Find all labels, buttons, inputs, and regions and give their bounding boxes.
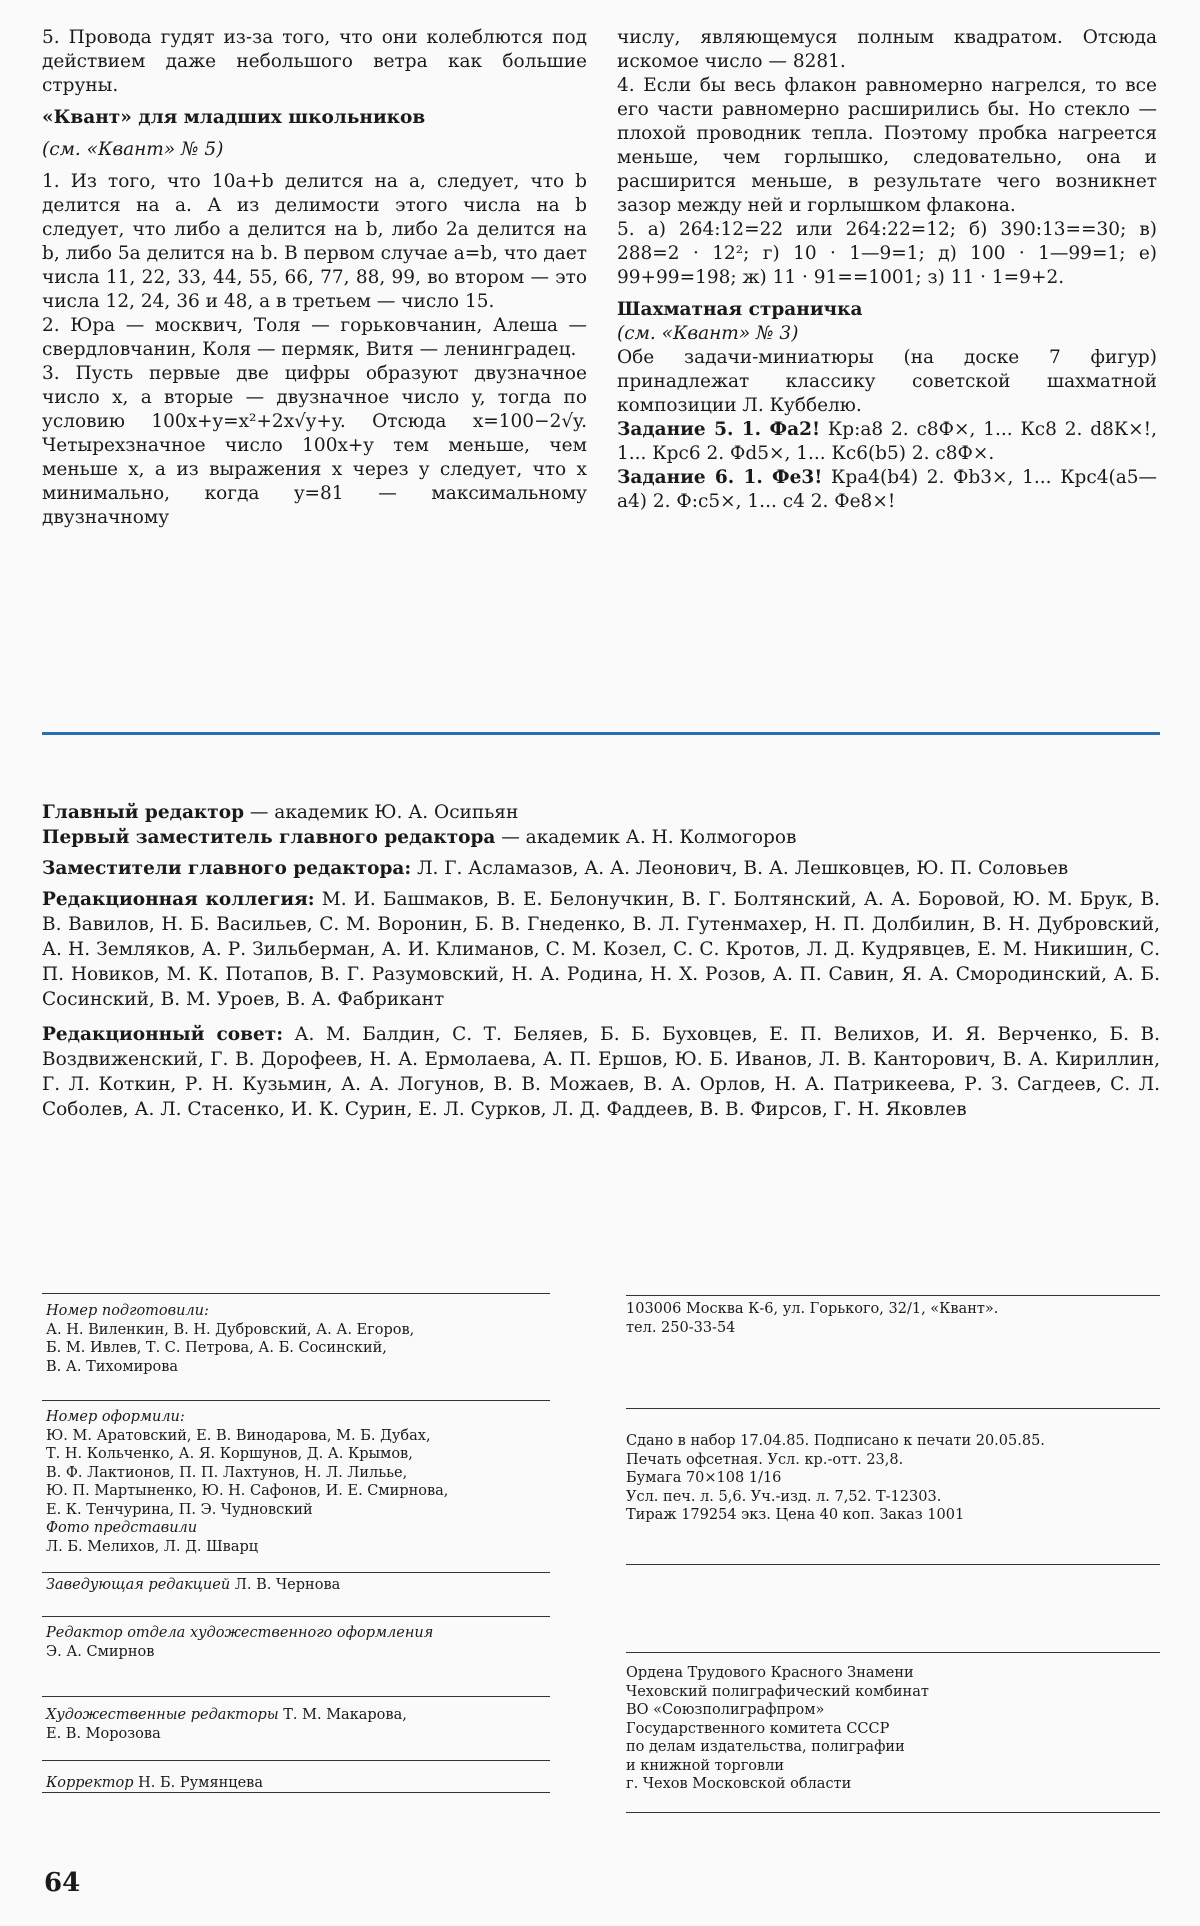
proofreader-label: Корректор <box>46 1775 134 1791</box>
art-editors-name: Е. В. Морозова <box>46 1725 161 1742</box>
chief-editor-name: — академик Ю. А. Осипьян <box>244 802 519 823</box>
art-editors-label: Художественные редакторы <box>46 1707 279 1723</box>
credits-rule <box>42 1616 550 1617</box>
chess-task-6-text: Кра4(b4) 2. Фb3×, 1... Крс4(а5—а4) 2. Ф:с5×, 1... с4 2. Фе8×! <box>617 467 1157 512</box>
deputies-names: Л. Г. Асламазов, А. А. Леонович, В. А. Лешковцев, Ю. П. Соловьев <box>411 858 1069 879</box>
deputies <box>42 856 1160 881</box>
editorial-council-label: Редакционный совет: <box>42 1024 284 1045</box>
address-line: 103006 Москва К-6, ул. Горького, 32/1, «Квант». <box>626 1301 999 1317</box>
printer-line: г. Чехов Московской области <box>626 1776 852 1792</box>
phone-line: тел. 250-33-54 <box>626 1319 736 1336</box>
art-editors <box>46 1706 546 1743</box>
print-detail-line: Сдано в набор 17.04.85. Подписано к печати 20.05.85. <box>626 1433 1045 1449</box>
answer-5-arithmetic: 5. а) 264:12=22 или 264:22=12; б) 390:13==30; в) 288=2 · 12²; г) 10 · 1—9=1; д) 100 · 1—99=1; е) 99+99=198; ж) 11 · 91==1001; з) 11 · 1=9+2. <box>617 219 1157 288</box>
first-deputy-label: Первый заместитель главного редактора <box>42 827 496 848</box>
chess-task-5-text: Кр:а8 2. с8Ф×, 1... Кс8 2. d8К×!, 1... Крс6 2. Фd5×, 1... Кс6(b5) 2. с8Ф×. <box>617 419 1157 464</box>
chief-editor <box>42 800 1160 825</box>
designed-by-line: Т. Н. Кольченко, А. Я. Коршунов, Д. А. Крымов, <box>46 1446 413 1462</box>
answer-1-paragraph: 1. Из того, что 10a+b делится на a, следует, что b делится на a. А из делимости этого числа на b следует, что либо a делится на b, либо 2a делится на b, либо 5a делится на b. В первом случае a=b, что дает числа 11, 22, 33, 44, 55, 66, 77, 88, 99, во втором — это числа 12, 24, 36 и 48, а в третьем — число 15. <box>42 171 587 312</box>
prepared-by <box>46 1302 546 1376</box>
right-column <box>617 26 1157 514</box>
imprint-rule <box>626 1295 1160 1296</box>
imprint-rule <box>626 1652 1160 1653</box>
editorial-council-names: А. М. Балдин, С. Т. Беляев, Б. Б. Буховцев, Е. П. Велихов, И. Я. Верченко, Б. В. Воздвиженский, Г. В. Дорофеев, Н. А. Ермолаева, А. П. Ершов, Ю. Б. Иванов, Л. В. Канторович, В. А. Кириллин, Г. Л. Коткин, Р. Н. Кузьмин, А. А. Логунов, В. В. Можаев, В. А. Орлов, Н. А. Патрикеева, Р. З. Сагдеев, С. Л. Соболев, А. Л. Стасенко, И. К. Сурин, Е. Л. Сурков, Л. Д. Фаддеев, В. В. Фирсов, Г. Н. Яковлев <box>42 1024 1160 1120</box>
chess-task-6-label: Задание 6. 1. Фе3! <box>617 467 823 488</box>
answer-4-paragraph: 4. Если бы весь флакон равномерно нагрелся, то все его части равномерно расширились бы. Но стекло — плохой проводник тепла. Поэтому пробка нагреется меньше, чем горлышко, следовательно, она и расширится меньше, в результате чего возникнет зазор между ней и горлышком флакона. <box>617 75 1157 216</box>
credits-rule <box>42 1293 550 1294</box>
proofreader-name: Н. Б. Румянцева <box>133 1775 263 1791</box>
editorial-board <box>42 800 1160 1128</box>
printer-line: ВО «Союзполиграфпром» <box>626 1702 825 1718</box>
prepared-by-line: Б. М. Ивлев, Т. С. Петрова, А. Б. Сосинский, <box>46 1340 387 1356</box>
chess-page-reference: (см. «Квант» № 3) <box>617 323 799 344</box>
printer-line: Ордена Трудового Красного Знамени <box>626 1665 914 1681</box>
printer-line: Чеховский полиграфический комбинат <box>626 1683 929 1700</box>
answer-3-continuation: числу, являющемуся полным квадратом. Отсюда искомое число — 8281. <box>617 27 1157 72</box>
editorial-collegium-label: Редакционная коллегия: <box>42 889 315 910</box>
prepared-by-label: Номер подготовили: <box>46 1303 209 1319</box>
editorial-collegium <box>42 887 1160 1012</box>
answer-2-paragraph: 2. Юра — москвич, Толя — горьковчанин, Алеша — свердловчанин, Коля — пермяк, Витя — ленинградец. <box>42 315 587 360</box>
chess-page-heading: Шахматная страничка <box>617 299 863 320</box>
head-of-office <box>46 1576 546 1595</box>
print-detail-line: Печать офсетная. Усл. кр.-отт. 23,8. <box>626 1451 904 1468</box>
kvant-juniors-reference: (см. «Квант» № 5) <box>42 139 224 160</box>
print-detail-line: Тираж 179254 экз. Цена 40 коп. Заказ 1001 <box>626 1507 965 1523</box>
credits-rule <box>42 1760 550 1761</box>
editorial-collegium-names: М. И. Башмаков, В. Е. Белонучкин, В. Г. Болтянский, А. А. Боровой, Ю. М. Брук, В. В. Вавилов, Н. Б. Васильев, С. М. Воронин, Б. В. Гнеденко, В. Л. Гутенмахер, Н. П. Долбилин, В. Н. Дубровский, А. Н. Земляков, А. Р. Зильберман, А. И. Климанов, С. М. Козел, С. С. Кротов, Л. Д. Кудрявцев, Е. М. Никишин, С. П. Новиков, М. К. Потапов, В. Г. Разумовский, Н. А. Родина, Н. Х. Розов, А. П. Савин, Я. А. Смородинский, А. Б. Сосинский, В. М. Уроев, В. А. Фабрикант <box>42 889 1160 1010</box>
editorial-address <box>626 1300 1160 1337</box>
credits-rule <box>42 1572 550 1573</box>
printer-line: и книжной торговли <box>626 1757 785 1774</box>
designed-by-line: Е. К. Тенчурина, П. Э. Чудновский <box>46 1501 313 1518</box>
first-deputy <box>42 825 1160 850</box>
kvant-juniors-heading: «Квант» для младших школьников <box>42 107 426 128</box>
chess-intro: Обе задачи-миниатюры (на доске 7 фигур) принадлежат классику советской шахматной композиции Л. Куббелю. <box>617 347 1157 416</box>
print-detail-line: Бумага 70×108 1/16 <box>626 1470 782 1486</box>
chess-task-6 <box>617 466 1157 514</box>
chief-editor-label: Главный редактор <box>42 802 245 823</box>
section-divider <box>42 732 1160 735</box>
designed-by-label: Номер оформили: <box>46 1409 185 1425</box>
designed-by-line: Ю. М. Аратовский, Е. В. Винодарова, М. Б. Дубах, <box>46 1427 431 1444</box>
left-column <box>42 26 587 530</box>
chess-task-5-label: Задание 5. 1. Фа2! <box>617 419 821 440</box>
art-editors-name: Т. М. Макарова, <box>278 1707 407 1723</box>
photo-names: Л. Б. Мелихов, Л. Д. Шварц <box>46 1538 259 1555</box>
print-detail-line: Усл. печ. л. 5,6. Уч.-изд. л. 7,52. Т-12303. <box>626 1488 942 1505</box>
proofreader <box>46 1774 546 1793</box>
designed-by <box>46 1408 546 1556</box>
head-of-office-name: Л. В. Чернова <box>230 1577 341 1593</box>
head-of-office-label: Заведующая редакцией <box>46 1577 231 1593</box>
page-number: 64 <box>44 1868 81 1898</box>
imprint-rule <box>626 1564 1160 1565</box>
answer-5-wires: 5. Провода гудят из-за того, что они колеблются под действием даже небольшого ветра как большие струны. <box>42 27 587 96</box>
printer-line: по делам издательства, полиграфии <box>626 1739 905 1755</box>
credits-rule <box>42 1400 550 1401</box>
credits-rule <box>42 1696 550 1697</box>
designed-by-line: В. Ф. Лактионов, П. П. Лахтунов, Н. Л. Лильье, <box>46 1464 408 1481</box>
imprint-rule <box>626 1408 1160 1409</box>
imprint-rule <box>626 1812 1160 1813</box>
answer-3-paragraph: 3. Пусть первые две цифры образуют двузначное число x, а вторые — двузначное число y, тогда по условию 100x+y=x²+2x√y+y. Отсюда x=100−2√y. Четырехзначное число 100x+y тем меньше, чем меньше x, а из выражения x через y следует, что x минимально, когда y=81 — максимальному двузначному <box>42 363 587 528</box>
print-details <box>626 1432 1160 1525</box>
first-deputy-name: — академик А. Н. Колмогоров <box>495 827 797 848</box>
prepared-by-line: В. А. Тихомирова <box>46 1358 179 1375</box>
printer-line: Государственного комитета СССР <box>626 1720 890 1737</box>
deputies-label: Заместители главного редактора: <box>42 858 412 879</box>
photo-label: Фото представили <box>46 1520 198 1536</box>
art-department-editor <box>46 1624 546 1661</box>
chess-task-5 <box>617 418 1157 466</box>
designed-by-line: Ю. П. Мартыненко, Ю. Н. Сафонов, И. Е. Смирнова, <box>46 1483 449 1499</box>
editorial-council <box>42 1022 1160 1122</box>
art-department-label: Редактор отдела художественного оформления <box>46 1625 434 1641</box>
art-department-name: Э. А. Смирнов <box>46 1643 155 1660</box>
printer-info <box>626 1664 1160 1794</box>
prepared-by-line: А. Н. Виленкин, В. Н. Дубровский, А. А. Егоров, <box>46 1321 415 1338</box>
